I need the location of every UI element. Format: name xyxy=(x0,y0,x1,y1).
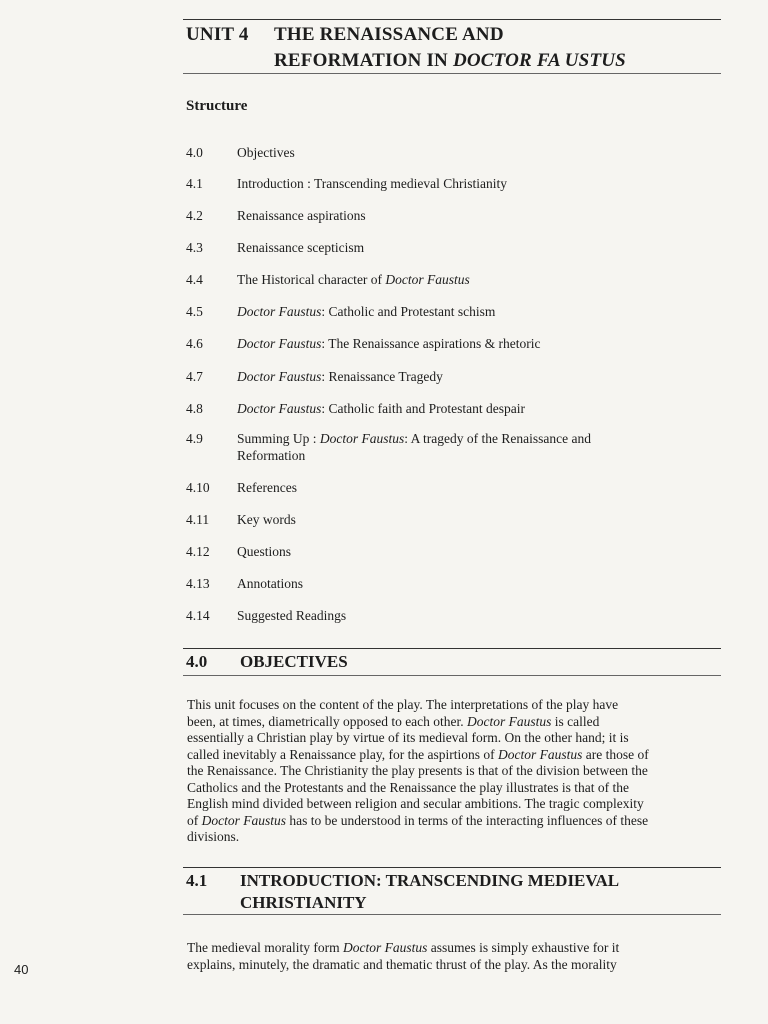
objectives-number: 4.0 xyxy=(186,652,208,671)
header-top-rule xyxy=(183,19,721,20)
structure-item-title: Renaissance scepticism xyxy=(237,240,365,255)
unit-title-line2: REFORMATION IN DOCTOR FA USTUS xyxy=(274,50,626,71)
structure-item-title: Questions xyxy=(237,544,291,559)
intro-title-line2: CHRISTIANITY xyxy=(240,893,367,912)
structure-item-number: 4.5 xyxy=(186,304,203,319)
structure-item-number: 4.9 xyxy=(186,431,203,446)
structure-heading: Structure xyxy=(186,98,248,114)
intro-number: 4.1 xyxy=(186,871,208,890)
structure-item-number: 4.6 xyxy=(186,336,203,351)
structure-item-number: 4.11 xyxy=(186,512,210,527)
structure-item-title: References xyxy=(237,480,297,495)
unit-label: UNIT 4 xyxy=(186,24,249,45)
structure-item-number: 4.8 xyxy=(186,401,203,416)
objectives-paragraph: This unit focuses on the content of the play. The interpretations of the play have been, at times, diametrically opposed to each other. Doctor Faustus is called essentially a Christian play by virtue of its medieval form. On the other hand; it is called inevitably a Renaissance play, for the aspirtions of Doctor Faustus are those of the Renaissance. The Christianity the play presents is that of the division between the Catholics and the Protestants and the Renaissance the play illustrates is that of the English mind divided between religion and secular ambitions. The tragic complexity of Doctor Faustus has to be understood in terms of the interacting influences of these divisions. xyxy=(187,697,649,844)
intro-top-rule xyxy=(183,867,721,868)
intro-bottom-rule xyxy=(183,914,721,915)
unit-title-line1: THE RENAISSANCE AND xyxy=(274,24,504,45)
objectives-italic-title: Doctor Faustus xyxy=(498,746,583,762)
structure-item-title: Renaissance aspirations xyxy=(237,208,366,223)
objectives-top-rule xyxy=(183,648,721,649)
structure-item-number: 4.3 xyxy=(186,240,203,255)
structure-item-number: 4.12 xyxy=(186,544,210,559)
intro-italic-title: Doctor Faustus xyxy=(342,940,428,955)
structure-item-number: 4.14 xyxy=(186,608,210,623)
structure-item-title: Introduction : Transcending medieval Christianity xyxy=(237,176,507,191)
objectives-title: OBJECTIVES xyxy=(240,652,348,671)
structure-item-number: 4.4 xyxy=(186,272,203,287)
structure-item-title: Doctor Faustus: Catholic and Protestant schism xyxy=(237,304,496,319)
structure-item-title: Summing Up : Doctor Faustus: A tragedy of the Renaissance and Reformation xyxy=(237,431,591,463)
intro-title-line1: INTRODUCTION: TRANSCENDING MEDIEVAL xyxy=(240,871,620,890)
intro-heading xyxy=(186,870,619,914)
objectives-italic-title: Doctor Faustus xyxy=(201,812,286,828)
structure-item-number: 4.2 xyxy=(186,208,203,223)
unit-title xyxy=(186,22,626,74)
objectives-italic-title: Doctor Faustus xyxy=(467,713,552,729)
structure-item-title: Doctor Faustus: Catholic faith and Protestant despair xyxy=(237,401,525,416)
structure-item-number: 4.0 xyxy=(186,145,203,160)
objectives-heading xyxy=(186,651,348,673)
intro-paragraph: The medieval morality form Doctor Faustus assumes is simply exhaustive for it explains, minutely, the dramatic and thematic thrust of the play. As the morality xyxy=(187,940,620,972)
structure-item-number: 4.7 xyxy=(186,369,203,384)
structure-item-title: Annotations xyxy=(237,576,303,591)
structure-item-title: Objectives xyxy=(237,145,295,160)
structure-item-title: Doctor Faustus: Renaissance Tragedy xyxy=(237,369,443,384)
structure-item-number: 4.10 xyxy=(186,480,210,495)
structure-item-title: Suggested Readings xyxy=(237,608,347,623)
structure-item-number: 4.1 xyxy=(186,176,203,191)
page-number: 40 xyxy=(14,962,29,977)
structure-item-title: The Historical character of Doctor Faustus xyxy=(237,272,470,287)
structure-item-title: Key words xyxy=(237,512,296,527)
structure-item-number: 4.13 xyxy=(186,576,210,591)
objectives-bottom-rule xyxy=(183,675,721,676)
unit-title-italic: DOCTOR FA USTUS xyxy=(452,50,626,71)
structure-item-title: Doctor Faustus: The Renaissance aspirations & rhetoric xyxy=(237,336,541,351)
